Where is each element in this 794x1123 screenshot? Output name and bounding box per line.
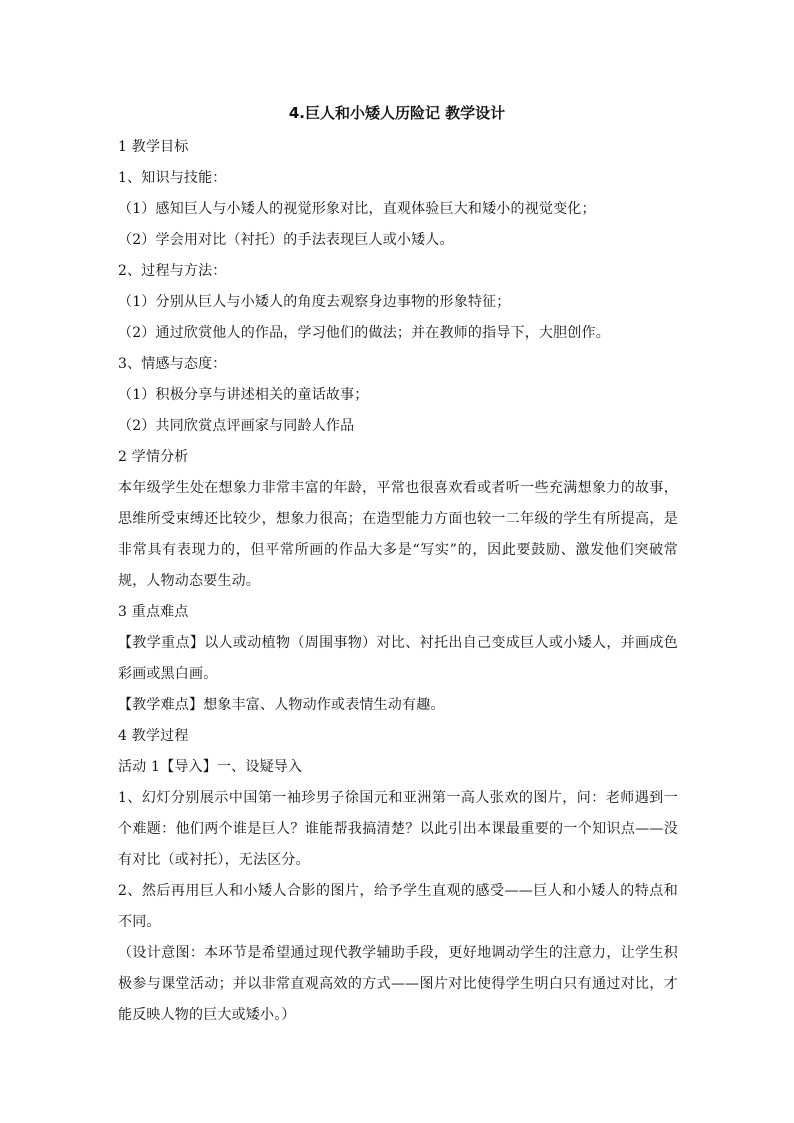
activity-prefix: 活动 1 [118,759,161,775]
analysis-paragraph: 本年级学生处在想象力非常丰富的年龄，平常也很喜欢看或者听一些充满想象力的故事，思维所受束缚还比较少，想象力很高；在造型能力方面也较一二年级的学生有所提高，是非常具有表现力的，但平常所画的作品大多是“写实”的，因此要鼓励、激发他们突破常规，人物动态要生动。 [118,480,678,589]
process-paragraph-2: 2、然后再用巨人和小矮人合影的图片，给予学生直观的感受——巨人和小矮人的特点和不同。 [118,883,678,930]
section-heading-analysis: 2 学情分析 [118,449,189,465]
section-heading-key-points: 3 重点难点 [118,604,189,620]
difficulty-text: 想象丰富、人物动作或表情生动有趣。 [203,697,445,713]
design-intent-paragraph: （设计意图：本环节是希望通过现代教学辅助手段，更好地调动学生的注意力，让学生积极参与课堂活动；并以非常直观高效的方式——图片对比使得学生明白只有通过对比，才能反映人物的巨大或矮小。） [118,945,678,1023]
activity-line [118,752,678,783]
document-title: 4.巨人和小矮人历险记 教学设计 [288,104,506,122]
list-item: （1）感知巨人与小矮人的视觉形象对比，直观体验巨大和矮小的视觉变化； [118,201,596,217]
list-item: （2）共同欣赏点评画家与同龄人作品 [118,418,355,434]
difficulty-label: 【教学难点】 [118,697,204,713]
key-point-label: 【教学重点】 [118,635,205,651]
key-point-paragraph [118,628,678,690]
list-item: （1）积极分享与讲述相关的童话故事； [118,387,369,403]
difficulty-paragraph [118,690,678,721]
section-heading-objectives: 1 教学目标 [118,139,189,155]
subheading-process-methods: 2、过程与方法： [118,263,227,279]
document-body [118,132,678,1031]
list-item: （1）分别从巨人与小矮人的角度去观察身边事物的形象特征； [118,294,511,310]
activity-label: 【导入】 [160,759,217,775]
list-item: （2）通过欣赏他人的作品，学习他们的做法；并在教师的指导下，大胆创作。 [118,325,610,341]
list-item: （2）学会用对比（衬托）的手法表现巨人或小矮人。 [118,232,454,248]
process-paragraph-1: 1、幻灯分别展示中国第一袖珍男子徐国元和亚洲第一高人张欢的图片，问：老师遇到一个难题：他们两个谁是巨人？谁能帮我搞清楚？以此引出本课最重要的一个知识点——没有对比（或衬托），无法区分。 [118,790,678,868]
activity-text: 一、设疑导入 [216,759,303,775]
key-point-text: 以人或动植物（周围事物）对比、衬托出自己变成巨人或小矮人，并画成色彩画或黑白画。 [118,635,678,682]
subheading-knowledge-skills: 1、知识与技能： [118,170,227,186]
subheading-emotion-attitude: 3、情感与态度： [118,356,227,372]
section-heading-process: 4 教学过程 [118,728,189,744]
